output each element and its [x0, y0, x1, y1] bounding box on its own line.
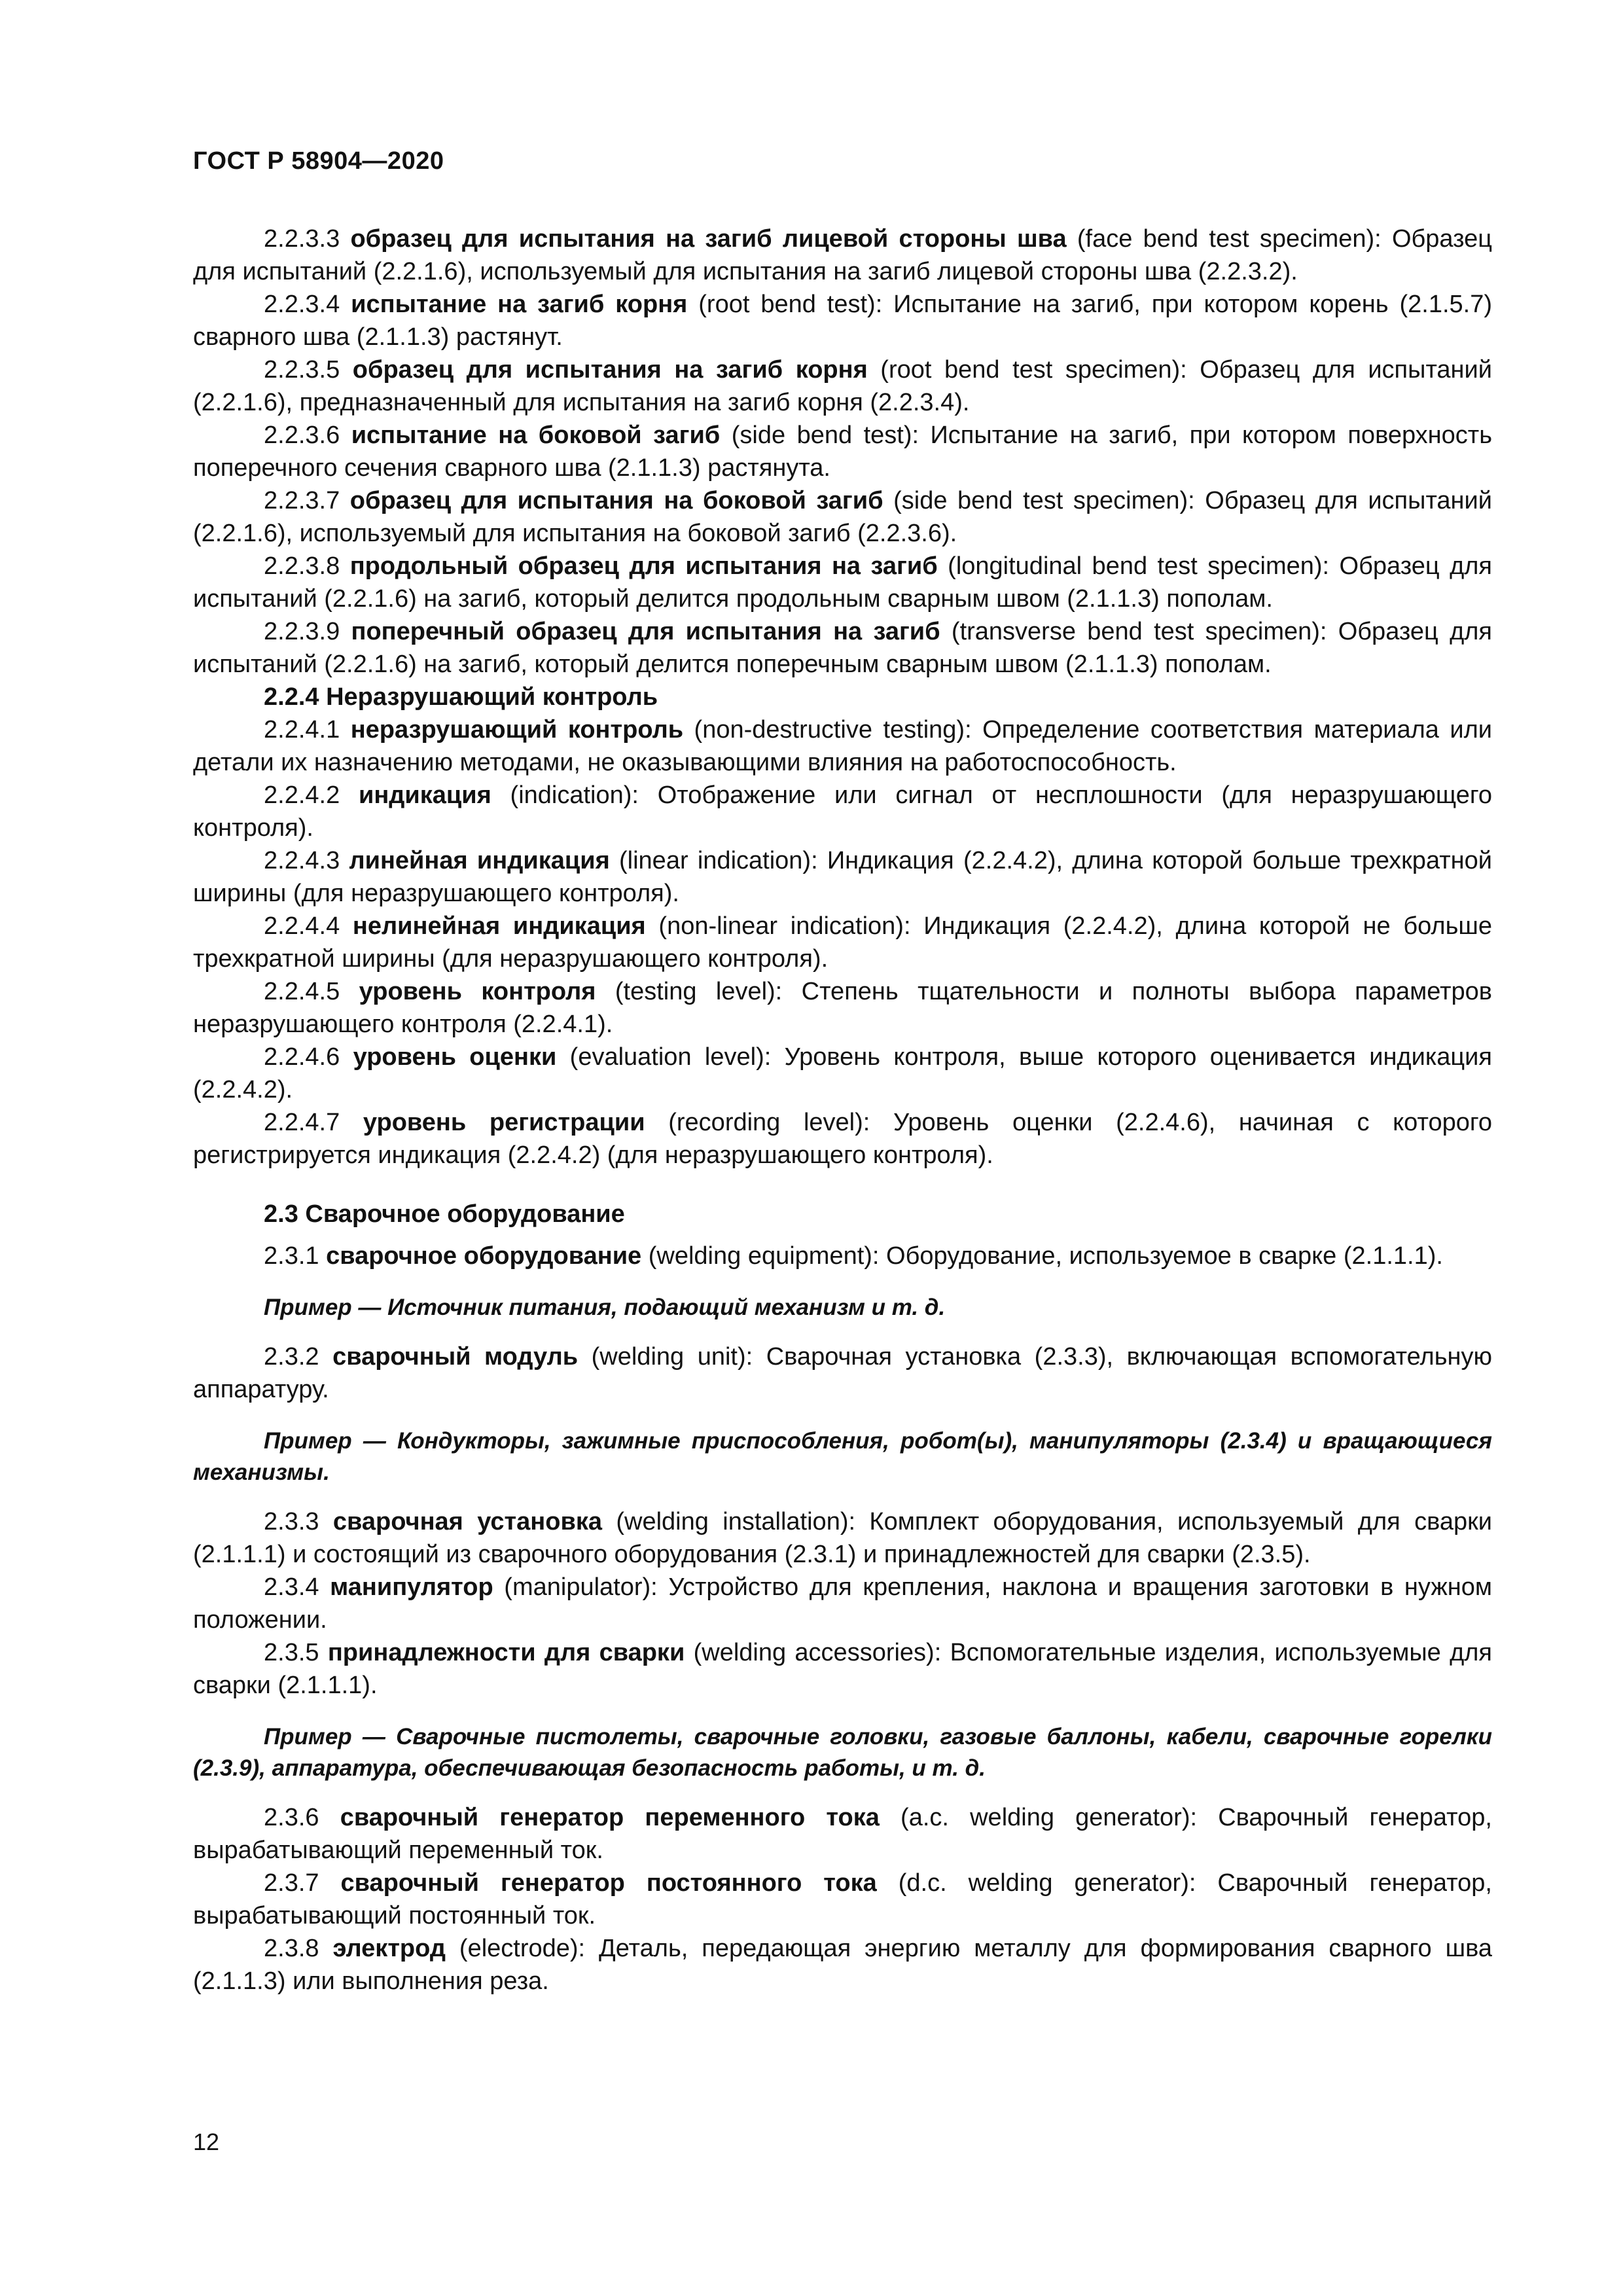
term: образец для испытания на загиб корня [352, 356, 868, 384]
term-paragraph [193, 1571, 1492, 1636]
clause-number: 2.3.3 [264, 1508, 319, 1535]
definition: (transverse bend test specimen): Образец для испытаний (2.2.1.6) на загиб, который делится поперечным сварным швом (2.1.1.3) пополам. [193, 618, 1493, 678]
term-paragraph [193, 1106, 1492, 1172]
definition: (welding equipment): Оборудование, используемое в сварке (2.1.1.1). [641, 1242, 1443, 1270]
clause-number: 2.2.4.1 [264, 716, 340, 744]
term: манипулятор [330, 1573, 493, 1601]
clause-number: 2.2.4.3 [264, 847, 340, 874]
clause-number: 2.2.4.6 [264, 1043, 340, 1071]
term-paragraph [193, 1932, 1492, 1998]
example-note: Пример — Источник питания, подающий механизм и т. д. [264, 1295, 946, 1320]
definition: (non-linear indication): Индикация (2.2.4.2), длина которой не больше трехкратной ширины (для неразрушающего контроля). [193, 912, 1492, 973]
definition: (non-destructive testing): Определение соответствия материала или детали их назначению методами, не оказывающими влияния на работоспособность. [193, 716, 1492, 776]
clause-number: 2.2.3.9 [264, 618, 340, 645]
term-paragraph [193, 1801, 1492, 1867]
term: образец для испытания на загиб лицевой стороны шва [350, 225, 1067, 253]
definition: (side bend test specimen): Образец для испытаний (2.2.1.6), используемый для испытания на боковой загиб (2.2.3.6). [193, 487, 1492, 547]
clause-number: 2.2.3.5 [264, 356, 340, 384]
definition: (longitudinal bend test specimen): Образец для испытаний (2.2.1.6) на загиб, который делится продольным сварным швом (2.1.1.3) пополам. [193, 552, 1492, 613]
definition: (linear indication): Индикация (2.2.4.2), длина которой больше трехкратной ширины (для неразрушающего контроля). [193, 847, 1492, 907]
clause-number: 2.2.4.7 [264, 1109, 340, 1136]
definition: (evaluation level): Уровень контроля, выше которого оценивается индикация (2.2.4.2). [193, 1043, 1492, 1103]
clause-number: 2.3.5 [264, 1639, 319, 1666]
example-note: Пример — Сварочные пистолеты, сварочные головки, газовые баллоны, кабели, сварочные горелки (2.3.9), аппаратура, обеспечивающая безопасность работы, и т. д. [193, 1724, 1492, 1781]
term-paragraph [193, 484, 1492, 550]
definition: (welding accessories): Вспомогательные изделия, используемые для сварки (2.1.1.1). [193, 1639, 1493, 1699]
definition: (root bend test specimen): Образец для испытаний (2.2.1.6), предназначенный для испытания на загиб корня (2.2.3.4). [193, 356, 1492, 416]
term: электрод [332, 1935, 446, 1962]
term: сварочный генератор постоянного тока [340, 1869, 877, 1897]
definition: (welding unit): Сварочная установка (2.3.3), включающая вспомогательную аппаратуру. [193, 1343, 1492, 1403]
definition: (electrode): Деталь, передающая энергию металлу для формирования сварного шва (2.1.1.3) или выполнения реза. [193, 1935, 1492, 1995]
term-paragraph [193, 1240, 1492, 1272]
example-note: Пример — Кондукторы, зажимные приспособления, робот(ы), манипуляторы (2.3.4) и вращающиеся механизмы. [193, 1428, 1492, 1485]
term-paragraph [193, 1636, 1492, 1702]
term-paragraph [193, 713, 1492, 779]
definition: (welding installation): Комплект оборудования, используемый для сварки (2.1.1.1) и состоящий из сварочного оборудования (2.3.1) и принадлежностей для сварки (2.3.5). [193, 1508, 1492, 1568]
clause-number: 2.3.6 [264, 1804, 319, 1831]
clause-number: 2.2.3.4 [264, 291, 340, 318]
term-paragraph [193, 1867, 1492, 1932]
term: сварочный модуль [332, 1343, 579, 1371]
term-paragraph [193, 288, 1492, 353]
term: линейная индикация [349, 847, 610, 874]
term: сварочный генератор переменного тока [340, 1804, 880, 1831]
clause-number: 2.2.3.8 [264, 552, 340, 580]
section-heading: 2.3 Сварочное оборудование [264, 1200, 625, 1228]
clause-number: 2.3.1 [264, 1242, 319, 1270]
clause-number: 2.3.8 [264, 1935, 319, 1962]
clause-number: 2.2.4.4 [264, 912, 340, 940]
term-paragraph [193, 1340, 1492, 1406]
term-paragraph [193, 353, 1492, 419]
term: уровень контроля [359, 978, 596, 1005]
term-paragraph [193, 844, 1492, 910]
clause-number: 2.2.3.6 [264, 422, 340, 449]
term-paragraph [193, 223, 1492, 288]
term-paragraph [193, 1041, 1492, 1106]
term: уровень оценки [353, 1043, 557, 1071]
definition: (root bend test): Испытание на загиб, при котором корень (2.1.5.7) сварного шва (2.1.1.3) растянут. [193, 291, 1493, 351]
definition: (side bend test): Испытание на загиб, при котором поверхность поперечного сечения сварного шва (2.1.1.3) растянута. [193, 422, 1492, 482]
clause-number: 2.3.4 [264, 1573, 319, 1601]
definition: (d.c. welding generator): Сварочный генератор, вырабатывающий постоянный ток. [193, 1869, 1492, 1929]
clause-number: 2.2.4.2 [264, 781, 340, 809]
term: неразрушающий контроль [350, 716, 684, 744]
term: сварочное оборудование [326, 1242, 642, 1270]
subsection-heading: 2.2.4 Неразрушающий контроль [264, 683, 658, 711]
term-paragraph [193, 1505, 1492, 1571]
document-body [193, 223, 1492, 1998]
term-paragraph [193, 550, 1492, 615]
clause-number: 2.3.7 [264, 1869, 319, 1897]
clause-number: 2.2.4.5 [264, 978, 340, 1005]
term-paragraph [193, 779, 1492, 844]
clause-number: 2.2.3.7 [264, 487, 340, 514]
definition: (manipulator): Устройство для крепления, наклона и вращения заготовки в нужном положении. [193, 1573, 1492, 1634]
page-number: 12 [193, 2128, 220, 2155]
term-paragraph [193, 975, 1492, 1041]
clause-number: 2.3.2 [264, 1343, 319, 1371]
term-paragraph [193, 419, 1492, 484]
term: испытание на загиб корня [351, 291, 688, 318]
term: поперечный образец для испытания на загиб [351, 618, 940, 645]
definition: (a.c. welding generator): Сварочный генератор, вырабатывающий переменный ток. [193, 1804, 1492, 1864]
term: продольный образец для испытания на загиб [349, 552, 938, 580]
term-paragraph [193, 910, 1492, 975]
definition: (indication): Отображение или сигнал от несплошности (для неразрушающего контроля). [193, 781, 1493, 842]
term: испытание на боковой загиб [351, 422, 721, 449]
document-header: ГОСТ Р 58904—2020 [193, 147, 444, 175]
definition: (testing level): Степень тщательности и полноты выбора параметров неразрушающего контроля (2.2.4.1). [193, 978, 1492, 1038]
term: образец для испытания на боковой загиб [349, 487, 883, 514]
term-paragraph [193, 615, 1492, 681]
definition: (face bend test specimen): Образец для испытаний (2.2.1.6), используемый для испытания на загиб лицевой стороны шва (2.2.3.2). [193, 225, 1493, 285]
term: принадлежности для сварки [327, 1639, 685, 1666]
term: нелинейная индикация [352, 912, 646, 940]
clause-number: 2.2.3.3 [264, 225, 340, 253]
term: уровень регистрации [363, 1109, 645, 1136]
term: сварочная установка [332, 1508, 602, 1535]
term: индикация [358, 781, 491, 809]
definition: (recording level): Уровень оценки (2.2.4.6), начиная с которого регистрируется индикация (2.2.4.2) (для неразрушающего контроля). [193, 1109, 1493, 1169]
